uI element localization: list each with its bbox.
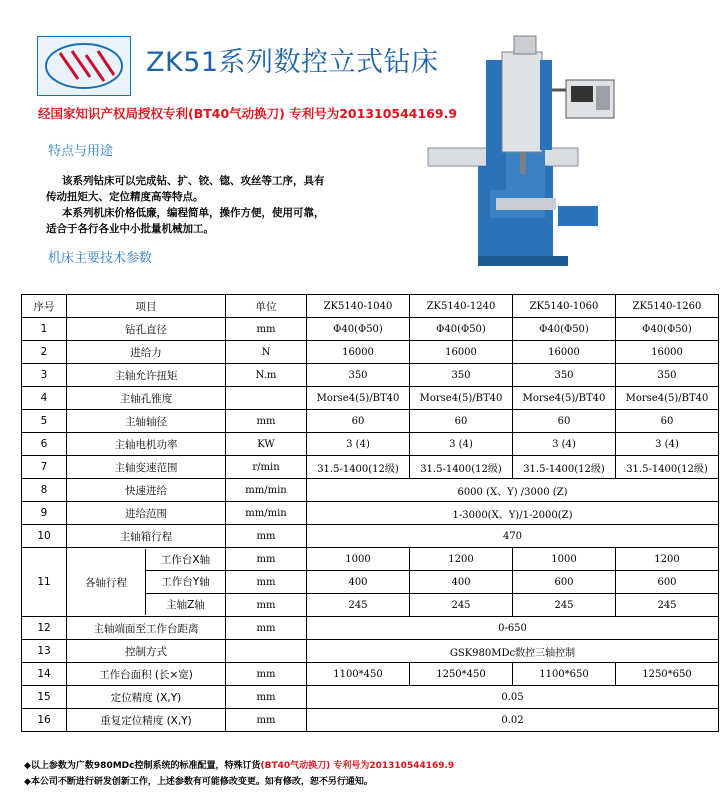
- table-cell: mm: [226, 686, 307, 709]
- table-cell: 2: [22, 341, 67, 364]
- table-cell: 0.02: [307, 709, 719, 732]
- params-heading: 机床主要技术参数: [48, 251, 153, 266]
- table-cell: 工作台面积 (长×宽): [67, 663, 226, 686]
- page-title: ZK51系列数控立式钻床: [146, 47, 439, 78]
- table-cell: 350: [616, 364, 719, 387]
- travel-item-cell: [67, 548, 226, 617]
- table-row: [22, 341, 719, 364]
- table-cell: 15: [22, 686, 67, 709]
- table-row: [22, 433, 719, 456]
- table-cell: mm: [226, 594, 307, 617]
- table-cell: [226, 387, 307, 410]
- table-row: [22, 479, 719, 502]
- table-cell: mm/min: [226, 502, 307, 525]
- table-cell: Morse4(5)/BT40: [307, 387, 410, 410]
- table-cell: 定位精度 (X,Y): [67, 686, 226, 709]
- spec-table: [21, 294, 719, 732]
- table-cell: 1: [22, 318, 67, 341]
- travel-label: 各轴行程: [67, 549, 146, 615]
- table-cell: 245: [307, 594, 410, 617]
- logo-mark-icon: [38, 37, 130, 95]
- header-cell: 序号: [22, 295, 67, 318]
- table-cell: mm: [226, 318, 307, 341]
- table-cell: N.m: [226, 364, 307, 387]
- footnote: [24, 758, 454, 774]
- table-cell: 10: [22, 525, 67, 548]
- table-row: [22, 709, 719, 732]
- table-cell: 16000: [616, 341, 719, 364]
- table-cell: mm: [226, 410, 307, 433]
- table-cell: 3 (4): [307, 433, 410, 456]
- header-cell: ZK5140-1260: [616, 295, 719, 318]
- table-row: [22, 502, 719, 525]
- table-cell: 3 (4): [616, 433, 719, 456]
- table-cell: 主轴变速范围: [67, 456, 226, 479]
- company-logo: [37, 36, 131, 96]
- table-cell: 进给力: [67, 341, 226, 364]
- table-cell: 31.5-1400(12级): [616, 456, 719, 479]
- table-cell: 245: [410, 594, 513, 617]
- intro-line: 本系列机床价格低廉，编程简单，操作方便，使用可靠，: [62, 207, 325, 219]
- table-cell: 16000: [307, 341, 410, 364]
- table-cell: 进给范围: [67, 502, 226, 525]
- table-cell: 9: [22, 502, 67, 525]
- table-cell: 钻孔直径: [67, 318, 226, 341]
- table-cell: 400: [410, 571, 513, 594]
- table-cell: KW: [226, 433, 307, 456]
- table-row: [22, 364, 719, 387]
- footnote-patent: (BT40气动换刀) 专利号为201310544169.9: [260, 761, 455, 771]
- header-cell: ZK5140-1240: [410, 295, 513, 318]
- intro-paragraph: [46, 173, 376, 237]
- table-cell: Morse4(5)/BT40: [616, 387, 719, 410]
- table-cell: 8: [22, 479, 67, 502]
- table-cell: 60: [307, 410, 410, 433]
- table-cell: 13: [22, 640, 67, 663]
- patent-notice: 经国家知识产权局授权专利(BT40气动换刀) 专利号为201310544169.9: [38, 106, 458, 121]
- table-cell: mm: [226, 617, 307, 640]
- table-cell: N: [226, 341, 307, 364]
- footnote: ◆本公司不断进行研发创新工作，上述参数有可能修改变更。如有修改，恕不另行通知。: [24, 777, 373, 787]
- table-cell: 0.05: [307, 686, 719, 709]
- table-cell: 12: [22, 617, 67, 640]
- table-cell: 60: [410, 410, 513, 433]
- table-cell: 主轴箱行程: [67, 525, 226, 548]
- table-cell: Φ40(Φ50): [513, 318, 616, 341]
- table-cell: mm: [226, 525, 307, 548]
- table-cell: r/min: [226, 456, 307, 479]
- intro-line: 该系列钻床可以完成钻、扩、铰、锪、攻丝等工序，具有: [62, 175, 325, 187]
- table-cell: 31.5-1400(12级): [307, 456, 410, 479]
- table-cell: 重复定位精度 (X,Y): [67, 709, 226, 732]
- table-cell: 1250*650: [616, 663, 719, 686]
- table-cell: 16000: [410, 341, 513, 364]
- table-cell: 主轴电机功率: [67, 433, 226, 456]
- table-cell: 245: [616, 594, 719, 617]
- travel-sub-label: 主轴Z轴: [166, 598, 205, 611]
- table-cell: 6: [22, 433, 67, 456]
- table-cell: mm: [226, 709, 307, 732]
- table-cell: 470: [307, 525, 719, 548]
- table-row: [22, 617, 719, 640]
- table-cell: Morse4(5)/BT40: [513, 387, 616, 410]
- table-cell: 3 (4): [410, 433, 513, 456]
- header-cell: ZK5140-1060: [513, 295, 616, 318]
- footnotes: [24, 758, 454, 790]
- intro-line: 传动扭矩大、定位精度高等特点。: [46, 191, 204, 203]
- table-cell: 60: [513, 410, 616, 433]
- table-cell: 快速进给: [67, 479, 226, 502]
- header-cell: ZK5140-1040: [307, 295, 410, 318]
- table-row: [22, 318, 719, 341]
- table-cell: 6000 (X、Y) /3000 (Z): [307, 479, 719, 502]
- table-cell: mm: [226, 571, 307, 594]
- table-cell: 31.5-1400(12级): [410, 456, 513, 479]
- table-cell: 主轴孔锥度: [67, 387, 226, 410]
- table-header-row: [22, 295, 719, 318]
- table-cell: Φ40(Φ50): [410, 318, 513, 341]
- table-cell: 1200: [410, 548, 513, 571]
- table-cell: GSK980MDc数控三轴控制: [307, 640, 719, 663]
- travel-sub-label: 工作台X轴: [146, 549, 225, 571]
- table-row: [22, 640, 719, 663]
- table-cell: 16000: [513, 341, 616, 364]
- table-cell: 主轴轴径: [67, 410, 226, 433]
- table-row: [22, 456, 719, 479]
- table-cell: 4: [22, 387, 67, 410]
- table-row: [22, 686, 719, 709]
- table-cell: 1-3000(X、Y)/1-2000(Z): [307, 502, 719, 525]
- table-cell: [226, 640, 307, 663]
- footnote-text: ◆以上参数为广数980MDc控制系统的标准配置，特殊订货: [24, 761, 261, 771]
- table-cell: 31.5-1400(12级): [513, 456, 616, 479]
- table-cell: 11: [22, 548, 67, 617]
- table-cell: 600: [513, 571, 616, 594]
- table-cell: Φ40(Φ50): [616, 318, 719, 341]
- table-cell: 350: [410, 364, 513, 387]
- features-heading: 特点与用途: [48, 144, 114, 159]
- table-cell: Morse4(5)/BT40: [410, 387, 513, 410]
- travel-sub-label: 工作台Y轴: [146, 571, 225, 593]
- table-cell: 1100*650: [513, 663, 616, 686]
- table-cell: 350: [307, 364, 410, 387]
- table-cell: Φ40(Φ50): [307, 318, 410, 341]
- table-row: [22, 387, 719, 410]
- table-cell: 1000: [513, 548, 616, 571]
- table-row: [22, 548, 719, 571]
- drilling-machine-image: [418, 30, 718, 275]
- table-cell: mm: [226, 548, 307, 571]
- table-cell: 400: [307, 571, 410, 594]
- table-cell: 600: [616, 571, 719, 594]
- header-cell: 项目: [67, 295, 226, 318]
- table-cell: 1000: [307, 548, 410, 571]
- table-cell: 14: [22, 663, 67, 686]
- table-row: [22, 663, 719, 686]
- table-cell: 1100*450: [307, 663, 410, 686]
- header-cell: 单位: [226, 295, 307, 318]
- table-cell: 350: [513, 364, 616, 387]
- table-cell: 5: [22, 410, 67, 433]
- table-cell: 7: [22, 456, 67, 479]
- table-row: [22, 525, 719, 548]
- table-cell: 控制方式: [67, 640, 226, 663]
- table-cell: 1200: [616, 548, 719, 571]
- table-cell: 主轴允许扭矩: [67, 364, 226, 387]
- table-cell: 3: [22, 364, 67, 387]
- table-cell: 16: [22, 709, 67, 732]
- table-cell: mm/min: [226, 479, 307, 502]
- table-cell: 245: [513, 594, 616, 617]
- table-cell: 1250*450: [410, 663, 513, 686]
- table-cell: 60: [616, 410, 719, 433]
- intro-line: 适合于各行各业中小批量机械加工。: [46, 223, 214, 235]
- table-cell: 3 (4): [513, 433, 616, 456]
- table-cell: 0-650: [307, 617, 719, 640]
- table-row: [22, 410, 719, 433]
- table-cell: 主轴端面至工作台距离: [67, 617, 226, 640]
- table-cell: mm: [226, 663, 307, 686]
